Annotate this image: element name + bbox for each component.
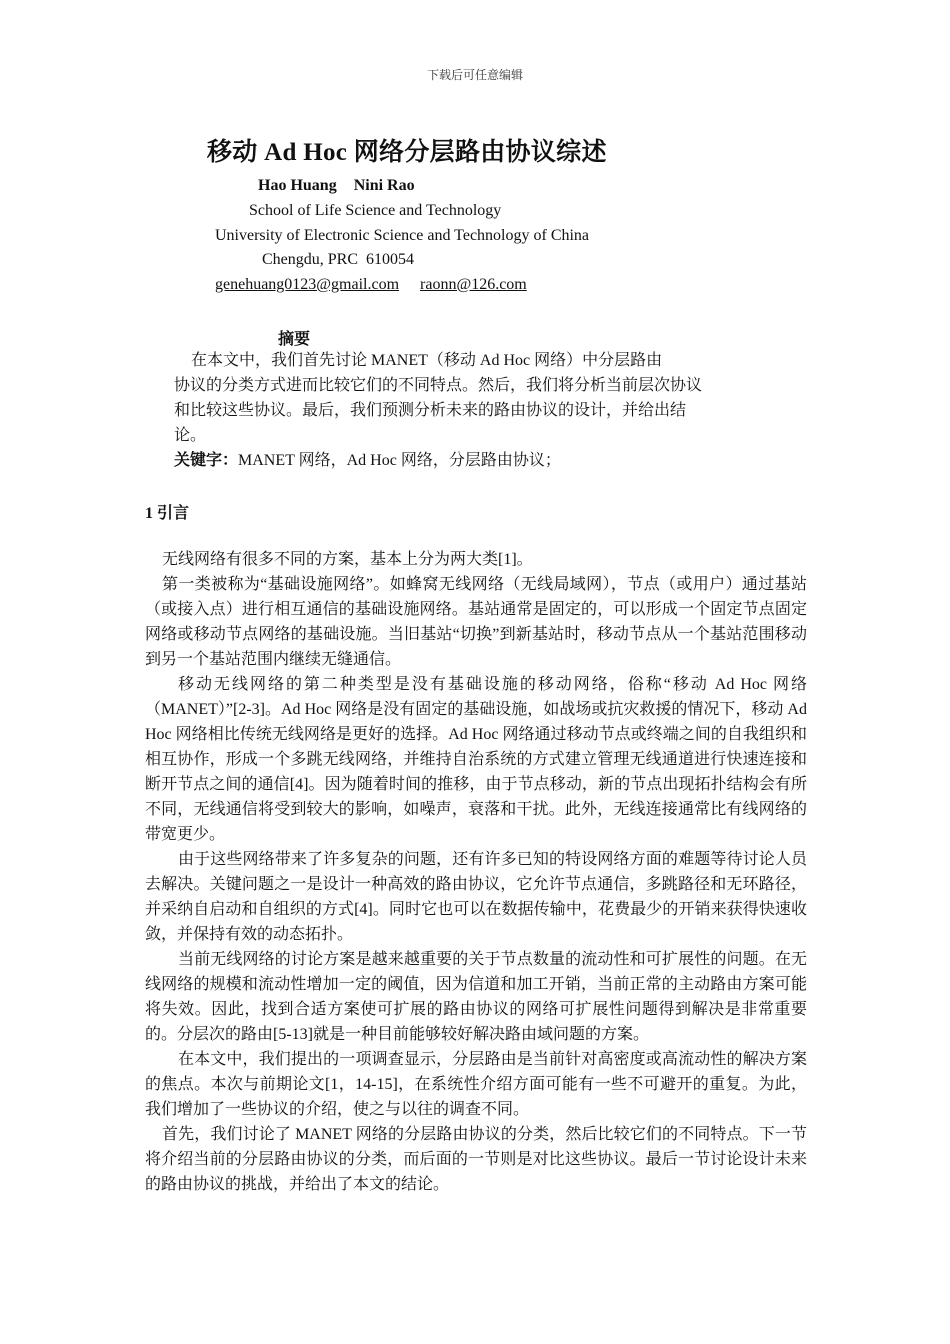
paragraph: 第一类被称为“基础设施网络”。如蜂窝无线网络（无线局域网），节点（或用户）通过基站（或接入点）进行相互通信的基础设施网络。基站通常是固定的，可以形成一个固定节点固定网络或移动节点网络的基础设施。当旧基站“切换”到新基站时，移动节点从一个基站范围移动到另一个基站范围内继续无缝通信。 <box>145 576 807 668</box>
email-link[interactable]: genehuang0123@gmail.com <box>215 276 400 293</box>
page-header: 下载后可任意编辑 <box>426 68 523 82</box>
author-name: Hao Huang <box>258 177 337 194</box>
abstract-heading: 摘要 <box>278 331 311 348</box>
author-name: Nini Rao <box>353 177 415 194</box>
paragraph: 首先，我们讨论了 MANET 网络的分层路由协议的分类，然后比较它们的不同特点。下一节将介绍当前的分层路由协议的分类，而后面的一节则是对比这些协议。最后一节讨论设计未来的路由协议的挑战，并给出了本文的结论。 <box>145 1126 807 1193</box>
paragraph: 当前无线网络的讨论方案是越来越重要的关于节点数量的流动性和可扩展性的问题。在无线网络的规模和流动性增加一定的阈值，因为信道和加工开销，当前正常的主动路由方案可能将失效。因此，找到合适方案使可扩展的路由协议的网络可扩展性问题得到解决是非常重要的。分层次的路由[5-13]就是一种目前能够较好解决路由域问题的方案。 <box>145 951 807 1043</box>
paragraph: 由于这些网络带来了许多复杂的问题，还有许多已知的特设网络方面的难题等待讨论人员去解决。关键问题之一是设计一种高效的路由协议，它允许节点通信，多跳路径和无环路径，并采纳自启动和自组织的方式[4]。同时它也可以在数据传输中，花费最少的开销来获得快速收敛，并保持有效的动态拓扑。 <box>145 851 807 943</box>
paragraph: 移动无线网络的第二种类型是没有基础设施的移动网络，俗称“移动 Ad Hoc 网络（MANET）”[2-3]。Ad Hoc 网络是没有固定的基础设施，如战场或抗灾救援的情况下，移动 Ad Hoc 网络相比传统无线网络是更好的选择。Ad Hoc 网络通过移动节点或终端之间的自我组织和相互协作，形成一个多跳无线网络，并维持自治系统的方式建立管理无线通道进行快速连接和断开节点之间的通信[4]。因为随着时间的推移，由于节点移动，新的节点出现拓扑结构会有所不同，无线通信将受到较大的影响，如噪声，衰落和干扰。此外，无线连接通常比有线网络的带宽更少。 <box>145 676 807 843</box>
affiliation-university: University of Electronic Science and Technology of China <box>215 227 590 244</box>
author-list <box>258 177 415 195</box>
section-heading: 1 引言 <box>145 505 190 522</box>
keywords-line <box>174 448 714 473</box>
paragraph: 在本文中，我们提出的一项调查显示，分层路由是当前针对高密度或高流动性的解决方案的焦点。本次与前期论文[1，14-15]，在系统性介绍方面可能有一些不可避开的重复。为此，我们增加了一些协议的介绍，使之与以往的调查不同。 <box>145 1051 807 1118</box>
affiliation-school: School of Life Science and Technology <box>249 202 502 219</box>
abstract-text: 在本文中，我们首先讨论 MANET（移动 Ad Hoc 网络）中分层路由 <box>191 352 663 369</box>
paragraph: 无线网络有很多不同的方案，基本上分为两大类[1]。 <box>162 551 533 568</box>
abstract-body <box>174 348 714 473</box>
email-link[interactable]: raonn@126.com <box>420 276 527 293</box>
section-body <box>145 547 807 1197</box>
paper-title: 移动 Ad Hoc 网络分层路由协议综述 <box>207 139 607 166</box>
abstract-text: 协议的分类方式进而比较它们的不同特点。然后，我们将分析当前层次协议和比较这些协议。最后，我们预测分析未来的路由协议的设计，并给出结论。 <box>174 377 703 444</box>
affiliation-city: Chengdu, PRC 610054 <box>262 251 415 268</box>
keywords: MANET 网络，Ad Hoc 网络，分层路由协议； <box>238 452 561 469</box>
email-list <box>215 276 527 294</box>
keywords-label: 关键字： <box>174 452 239 469</box>
